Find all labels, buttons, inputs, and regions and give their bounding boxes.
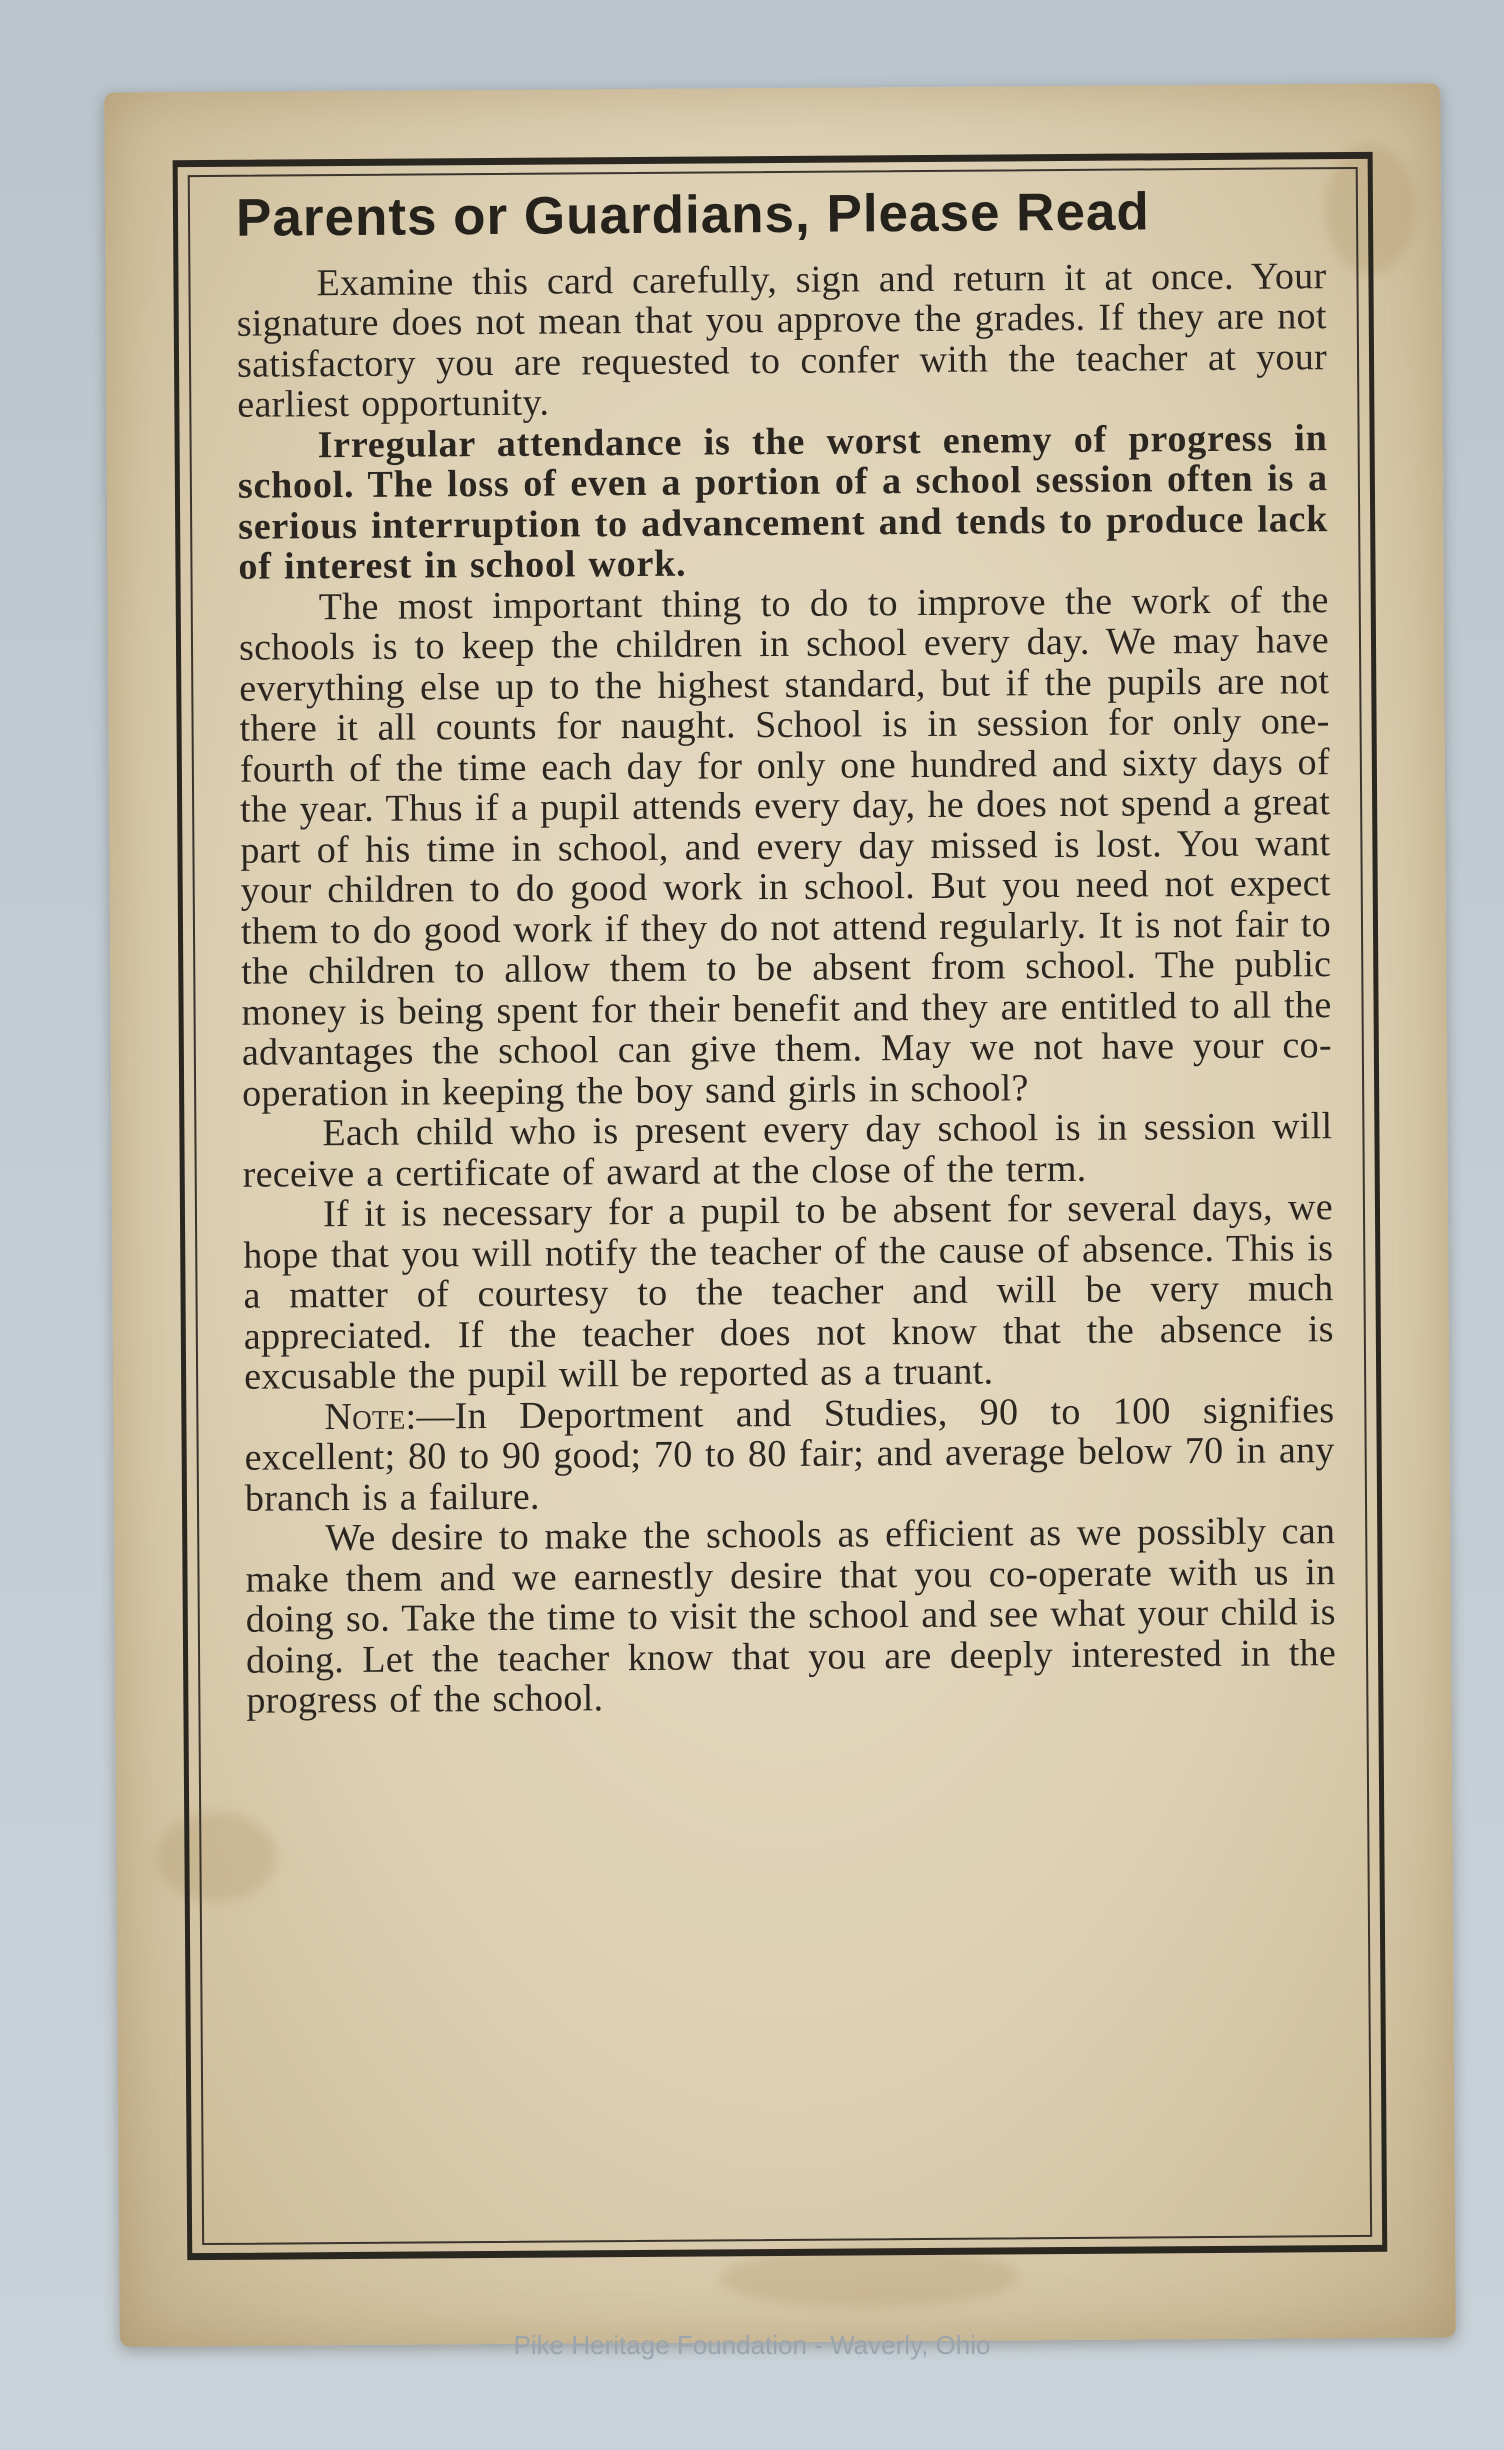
paragraph-certificate: Each child who is present every day school is in session will receive a certificate of award at the close of the term. [242,1105,1333,1196]
paragraph-signature: Examine this card carefully, sign and return it at once. Your signature does not mean that you approve the grades. If they are not satisfactory you are requested to confer with the teacher at your earliest opportunity. [236,255,1328,427]
card-content [236,181,1337,1722]
card-border [173,152,1388,2260]
report-card [104,83,1456,2346]
card-title: Parents or Guardians, Please Read [235,182,1150,248]
paragraph-note [244,1390,1335,1519]
paragraph-absence: If it is necessary for a pupil to be absent for several days, we hope that you will notify the teacher of the cause of absence. This is a matter of courtesy to the teacher and will be very much appreciated. If the teacher does not know that the absence is excusable the pupil will be reported as a truant. [243,1186,1334,1399]
note-text: —In Deportment and Studies, 90 to 100 signifies excellent; 80 to 90 good; 70 to 80 fair; and average below 70 in any branch is a failure. [244,1389,1335,1520]
note-label: Note: [324,1395,417,1439]
paragraph-attendance: Irregular attendance is the worst enemy of progress in school. The loss of even a portion of a school session often is a serious interruption to advancement and tends to produce lack of interest in school work. [237,417,1329,589]
paragraph-importance: The most important thing to do to improve the work of the schools is to keep the children in school every day. We may have everything else up to the highest standard, but if the pupils are not there it all counts for naught. School is in session for only one-fourth of the time each day for only one hundred and sixty days of the year. Thus if a pupil attends every day, he does not spend a great part of his time in school, and every day missed is lost. You want your children to do good work in school. But you need not expect them to do good work if they do not attend regularly. It is not fair to the children to allow them to be absent from school. The public money is being spent for their benefit and they are entitled to all the advantages the school can give them. May we not have your co-operation in keeping the boy sand girls in school? [238,579,1332,1115]
paragraph-closing: We desire to make the schools as efficient as we possibly can make them and we earnestly desire that you co-operate with us in doing so. Take the time to visit the school and see what your child is doing. Let the teacher know that you are deeply interested in the progress of the school. [245,1510,1337,1723]
watermark-caption: Pike Heritage Foundation - Waverly, Ohio [513,2330,991,2360]
